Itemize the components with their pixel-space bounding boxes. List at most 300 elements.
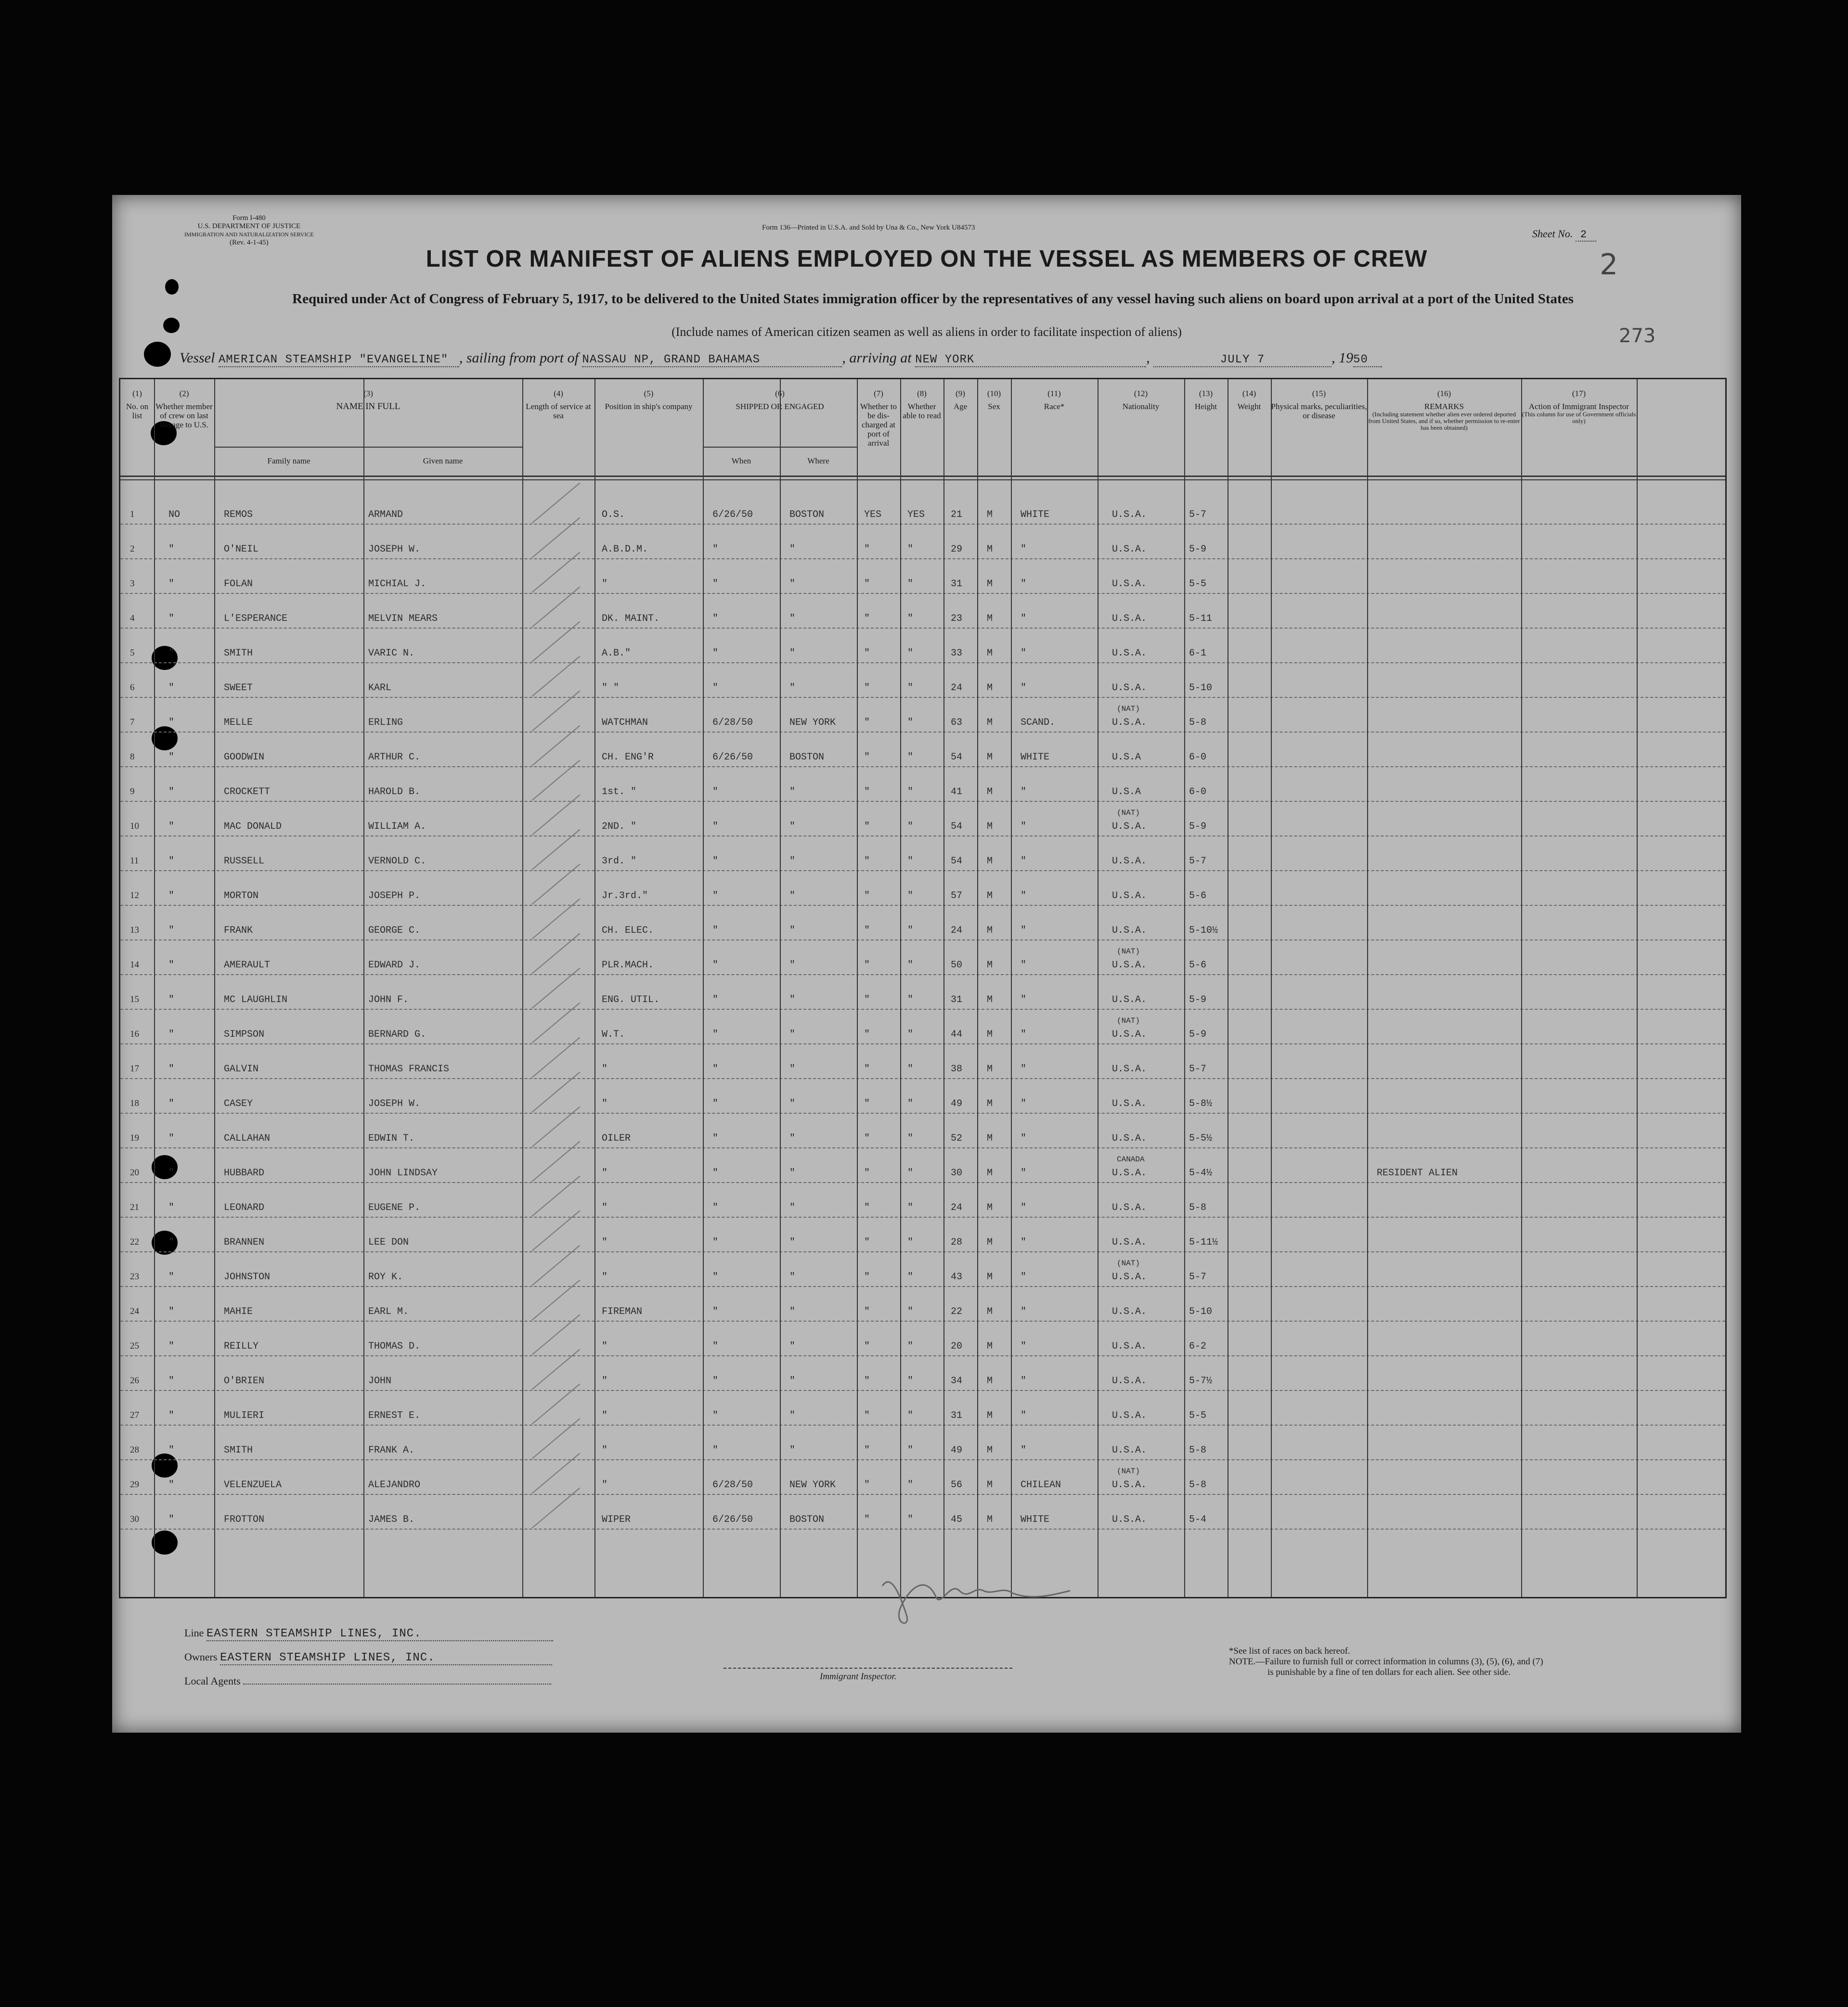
cell-height: 5-7 xyxy=(1189,1064,1207,1075)
cell-height: 5-4½ xyxy=(1189,1168,1213,1179)
cell-height: 5-8 xyxy=(1189,1202,1207,1213)
cell-prev: " xyxy=(168,1098,175,1109)
cell-sex: M xyxy=(987,544,993,555)
cell-no: 22 xyxy=(130,1237,139,1247)
cell-nat: U.S.A. xyxy=(1112,1168,1147,1179)
cell-family: CALLAHAN xyxy=(224,1133,271,1144)
cell-given: FRANK A. xyxy=(368,1445,415,1456)
cell-given: HAROLD B. xyxy=(368,786,421,798)
cell-when: " xyxy=(712,1306,719,1317)
cell-where: " xyxy=(789,1341,796,1352)
handwritten-page-mark: 273 xyxy=(1619,325,1656,347)
cell-height: 5-8 xyxy=(1189,1480,1207,1491)
cell-when: " xyxy=(712,890,719,901)
cell-age: 43 xyxy=(951,1272,963,1283)
cell-race: " xyxy=(1021,1306,1027,1317)
header-remarks: (16) REMARKS (Including statement whether alien ever ordered deported from United States, and if so, whether permission to re-enter has been obtained) xyxy=(1368,389,1520,431)
cell-family: FRANK xyxy=(224,925,253,936)
footer-owners: Owners EASTERN STEAMSHIP LINES, INC. xyxy=(184,1651,552,1665)
cell-dis: " xyxy=(864,544,870,555)
cell-when: 6/28/50 xyxy=(712,1480,753,1491)
cell-dis: " xyxy=(864,1306,870,1317)
cell-when: " xyxy=(712,1098,719,1109)
cell-race: CHILEAN xyxy=(1021,1480,1061,1491)
cell-age: 63 xyxy=(951,717,963,728)
cell-dis: " xyxy=(864,1410,870,1421)
arrival-year: 50 xyxy=(1353,353,1368,366)
cell-no: 9 xyxy=(130,786,135,797)
cell-read: YES xyxy=(907,509,925,520)
cell-where: " xyxy=(789,1098,796,1109)
cell-pos: 1st. " xyxy=(602,786,637,798)
cell-where: " xyxy=(789,925,796,936)
cell-no: 4 xyxy=(130,613,135,623)
cell-nat: U.S.A. xyxy=(1112,509,1147,520)
cell-family: AMERAULT xyxy=(224,960,271,971)
cell-height: 5-7 xyxy=(1189,509,1207,520)
cell-when: " xyxy=(712,613,719,624)
cell-given: GEORGE C. xyxy=(368,925,421,936)
cell-dis: " xyxy=(864,1480,870,1491)
cell-height: 5-11½ xyxy=(1189,1237,1218,1248)
cell-nat: U.S.A. xyxy=(1112,925,1147,936)
cell-age: 38 xyxy=(951,1064,963,1075)
cell-age: 49 xyxy=(951,1098,963,1109)
cell-family: MULIERI xyxy=(224,1410,265,1421)
cell-dis: " xyxy=(864,717,870,728)
cell-race: SCAND. xyxy=(1021,717,1056,728)
cell-height: 5-5 xyxy=(1189,1410,1207,1421)
cell-dis: " xyxy=(864,1168,870,1179)
cell-no: 28 xyxy=(130,1445,139,1455)
cell-sex: M xyxy=(987,925,993,936)
cell-dis: " xyxy=(864,1341,870,1352)
cell-race: " xyxy=(1021,1341,1027,1352)
cell-height: 5-9 xyxy=(1189,994,1207,1005)
cell-nat-note: (NAT) xyxy=(1117,705,1140,713)
cell-when: " xyxy=(712,1029,719,1040)
header-action: (17) Action of Immigrant Inspector (This column for use of Government officials only) xyxy=(1522,389,1636,425)
cell-race: " xyxy=(1021,786,1027,798)
cell-nat: U.S.A. xyxy=(1112,890,1147,901)
voyage-line: Vessel AMERICAN STEAMSHIP "EVANGELINE" , sailing from port of NASSAU NP, GRAND BAHAMAS , arriving at NEW YORK , JULY 7 , 1950 xyxy=(180,350,1382,367)
cell-pos: " xyxy=(602,1064,608,1075)
cell-where: " xyxy=(789,1029,796,1040)
cell-where: " xyxy=(789,544,796,555)
cell-read: " xyxy=(907,1133,914,1144)
cell-given: JOSEPH P. xyxy=(368,890,421,901)
cell-dis: " xyxy=(864,1272,870,1283)
cell-when: " xyxy=(712,1376,719,1387)
cell-given: JOHN LINDSAY xyxy=(368,1168,438,1179)
cell-read: " xyxy=(907,613,914,624)
cell-race: " xyxy=(1021,821,1027,832)
cell-sex: M xyxy=(987,1237,993,1248)
cell-prev: " xyxy=(168,1376,175,1387)
cell-when: " xyxy=(712,1133,719,1144)
cell-given: ALEJANDRO xyxy=(368,1480,421,1491)
cell-pos: " xyxy=(602,1237,608,1248)
printer-line: Form 136—Printed in U.S.A. and Sold by Una & Co., New York U84573 xyxy=(762,224,975,232)
cell-family: SMITH xyxy=(224,648,253,659)
cell-dis: " xyxy=(864,1064,870,1075)
cell-family: CASEY xyxy=(224,1098,253,1109)
cell-dis: YES xyxy=(864,509,882,520)
header-race: (11) Race* xyxy=(1044,389,1065,411)
cell-family: MC LAUGHLIN xyxy=(224,994,288,1005)
cell-height: 6-0 xyxy=(1189,786,1207,798)
cell-prev: " xyxy=(168,1480,175,1491)
cell-given: ERLING xyxy=(368,717,403,728)
cell-age: 56 xyxy=(951,1480,963,1491)
binder-hole xyxy=(165,279,179,295)
sheet-number: Sheet No. 2 xyxy=(1532,228,1596,241)
cell-height: 5-6 xyxy=(1189,890,1207,901)
cell-where: " xyxy=(789,1202,796,1213)
cell-height: 5-7 xyxy=(1189,856,1207,867)
cell-dis: " xyxy=(864,648,870,659)
cell-no: 27 xyxy=(130,1410,139,1420)
cell-height: 6-2 xyxy=(1189,1341,1207,1352)
cell-where: BOSTON xyxy=(789,1514,825,1525)
cell-pos: ENG. UTIL. xyxy=(602,994,660,1005)
cell-when: " xyxy=(712,1445,719,1456)
cell-race: " xyxy=(1021,1272,1027,1283)
cell-family: SWEET xyxy=(224,682,253,694)
cell-sex: M xyxy=(987,1133,993,1144)
cell-nat: U.S.A. xyxy=(1112,717,1147,728)
cell-read: " xyxy=(907,1410,914,1421)
cell-no: 18 xyxy=(130,1098,139,1108)
cell-height: 5-5½ xyxy=(1189,1133,1213,1144)
cell-nat-note: (NAT) xyxy=(1117,1016,1140,1025)
cell-read: " xyxy=(907,821,914,832)
cell-race: " xyxy=(1021,1445,1027,1456)
cell-age: 24 xyxy=(951,682,963,694)
cell-sex: M xyxy=(987,1202,993,1213)
cell-prev: " xyxy=(168,1064,175,1075)
cell-where: " xyxy=(789,1445,796,1456)
cell-pos: CH. ELEC. xyxy=(602,925,654,936)
header-no: (1) No. on list xyxy=(126,389,149,420)
cell-nat: U.S.A. xyxy=(1112,1410,1147,1421)
cell-height: 5-5 xyxy=(1189,579,1207,590)
cell-family: FOLAN xyxy=(224,579,253,590)
cell-age: 31 xyxy=(951,994,963,1005)
cell-sex: M xyxy=(987,786,993,798)
cell-family: BRANNEN xyxy=(224,1237,265,1248)
cell-where: " xyxy=(789,1272,796,1283)
cell-race: " xyxy=(1021,1202,1027,1213)
cell-where: NEW YORK xyxy=(789,1480,836,1491)
cell-prev: " xyxy=(168,786,175,798)
cell-nat: U.S.A. xyxy=(1112,1064,1147,1075)
cell-age: 49 xyxy=(951,1445,963,1456)
cell-given: KARL xyxy=(368,682,392,694)
cell-pos: WATCHMAN xyxy=(602,717,648,728)
cell-family: MORTON xyxy=(224,890,259,901)
cell-sex: M xyxy=(987,1272,993,1283)
cell-age: 44 xyxy=(951,1029,963,1040)
cell-given: THOMAS FRANCIS xyxy=(368,1064,450,1075)
cell-no: 3 xyxy=(130,579,135,589)
cell-pos: 3rd. " xyxy=(602,856,637,867)
cell-family: HUBBARD xyxy=(224,1168,265,1179)
cell-dis: " xyxy=(864,1376,870,1387)
cell-dis: " xyxy=(864,786,870,798)
cell-nat-note: CANADA xyxy=(1117,1155,1145,1164)
cell-race: " xyxy=(1021,1376,1027,1387)
cell-dis: " xyxy=(864,1445,870,1456)
cell-sex: M xyxy=(987,717,993,728)
cell-race: " xyxy=(1021,1064,1027,1075)
cell-no: 8 xyxy=(130,752,135,762)
cell-when: " xyxy=(712,960,719,971)
cell-no: 26 xyxy=(130,1376,139,1386)
handwritten-sheet-mark: 2 xyxy=(1600,248,1618,282)
cell-family: JOHNSTON xyxy=(224,1272,271,1283)
cell-sex: M xyxy=(987,1376,993,1387)
cell-sex: M xyxy=(987,1445,993,1456)
cell-given: ERNEST E. xyxy=(368,1410,421,1421)
cell-height: 6-0 xyxy=(1189,752,1207,763)
cell-age: 24 xyxy=(951,1202,963,1213)
cell-nat: U.S.A. xyxy=(1112,1098,1147,1109)
cell-nat: U.S.A. xyxy=(1112,579,1147,590)
cell-pos: W.T. xyxy=(602,1029,625,1040)
cell-nat: U.S.A. xyxy=(1112,1202,1147,1213)
cell-pos: " xyxy=(602,1098,608,1109)
cell-dis: " xyxy=(864,1202,870,1213)
cell-read: " xyxy=(907,1168,914,1179)
cell-no: 14 xyxy=(130,960,139,970)
cell-when: " xyxy=(712,579,719,590)
port-to: NEW YORK xyxy=(915,353,975,366)
cell-prev: " xyxy=(168,925,175,936)
cell-height: 5-10½ xyxy=(1189,925,1218,936)
cell-age: 29 xyxy=(951,544,963,555)
cell-when: " xyxy=(712,1237,719,1248)
cell-where: " xyxy=(789,1133,796,1144)
header-height: (13) Height xyxy=(1194,389,1217,411)
header-sex: (10) Sex xyxy=(987,389,1001,411)
header-length-service: (4) Length of service at sea xyxy=(526,389,591,420)
footer-line: Line EASTERN STEAMSHIP LINES, INC. xyxy=(184,1627,553,1641)
cell-age: 31 xyxy=(951,1410,963,1421)
header-family-name: Family name xyxy=(267,456,310,465)
cell-family: LEONARD xyxy=(224,1202,265,1213)
cell-family: REILLY xyxy=(224,1341,259,1352)
cell-read: " xyxy=(907,960,914,971)
cell-family: O'NEIL xyxy=(224,544,259,555)
cell-pos: FIREMAN xyxy=(602,1306,643,1317)
cell-read: " xyxy=(907,1514,914,1525)
cell-given: EARL M. xyxy=(368,1306,409,1317)
cell-when: 6/28/50 xyxy=(712,717,753,728)
cell-race: " xyxy=(1021,1133,1027,1144)
cell-sex: M xyxy=(987,821,993,832)
cell-given: VERNOLD C. xyxy=(368,856,426,867)
cell-where: " xyxy=(789,648,796,659)
cell-height: 5-10 xyxy=(1189,682,1213,694)
cell-sex: M xyxy=(987,682,993,694)
cell-nat: U.S.A. xyxy=(1112,994,1147,1005)
cell-race: " xyxy=(1021,1410,1027,1421)
cell-given: ARTHUR C. xyxy=(368,752,421,763)
cell-when: 6/26/50 xyxy=(712,752,753,763)
cell-prev: " xyxy=(168,1445,175,1456)
cell-family: O'BRIEN xyxy=(224,1376,265,1387)
cell-pos: " " xyxy=(602,682,620,694)
cell-when: " xyxy=(712,856,719,867)
cell-no: 2 xyxy=(130,544,135,554)
header-name: (3) NAME IN FULL xyxy=(336,389,401,412)
cell-dis: " xyxy=(864,890,870,901)
cell-sex: M xyxy=(987,752,993,763)
cell-where: " xyxy=(789,1410,796,1421)
cell-given: THOMAS D. xyxy=(368,1341,421,1352)
cell-age: 45 xyxy=(951,1514,963,1525)
cell-given: MICHIAL J. xyxy=(368,579,426,590)
cell-family: MAC DONALD xyxy=(224,821,282,832)
cell-where: " xyxy=(789,613,796,624)
cell-pos: A.B.D.M. xyxy=(602,544,648,555)
cell-age: 50 xyxy=(951,960,963,971)
cell-given: ARMAND xyxy=(368,509,403,520)
cell-pos: OILER xyxy=(602,1133,631,1144)
cell-height: 6-1 xyxy=(1189,648,1207,659)
cell-given: WILLIAM A. xyxy=(368,821,426,832)
cell-where: BOSTON xyxy=(789,752,825,763)
cell-nat: U.S.A. xyxy=(1112,1306,1147,1317)
cell-no: 6 xyxy=(130,682,135,693)
cell-read: " xyxy=(907,1341,914,1352)
binder-hole xyxy=(144,342,171,367)
cell-prev: " xyxy=(168,1341,175,1352)
cell-no: 11 xyxy=(130,856,139,866)
cell-age: 34 xyxy=(951,1376,963,1387)
cell-read: " xyxy=(907,1445,914,1456)
arrival-date: JULY 7 xyxy=(1220,353,1265,366)
cell-family: GOODWIN xyxy=(224,752,265,763)
cell-read: " xyxy=(907,1029,914,1040)
cell-when: " xyxy=(712,925,719,936)
cell-height: 5-9 xyxy=(1189,821,1207,832)
cell-nat-note: (NAT) xyxy=(1117,947,1140,956)
cell-read: " xyxy=(907,1237,914,1248)
cell-no: 1 xyxy=(130,509,135,519)
cell-where: BOSTON xyxy=(789,509,825,520)
cell-prev: " xyxy=(168,717,175,728)
cell-no: 17 xyxy=(130,1064,139,1074)
cell-race: " xyxy=(1021,1168,1027,1179)
cell-nat: U.S.A. xyxy=(1112,821,1147,832)
cell-age: 23 xyxy=(951,613,963,624)
header-physical-marks: (15) Physical marks, peculiarities, or disease xyxy=(1271,389,1367,420)
cell-nat: U.S.A. xyxy=(1112,1133,1147,1144)
cell-read: " xyxy=(907,1098,914,1109)
cell-prev: " xyxy=(168,1237,175,1248)
cell-dis: " xyxy=(864,1098,870,1109)
cell-height: 5-7½ xyxy=(1189,1376,1213,1387)
cell-dis: " xyxy=(864,1514,870,1525)
cell-race: " xyxy=(1021,1098,1027,1109)
cell-race: WHITE xyxy=(1021,509,1050,520)
cell-when: " xyxy=(712,1168,719,1179)
cell-sex: M xyxy=(987,1480,993,1491)
cell-age: 24 xyxy=(951,925,963,936)
cell-height: 5-8 xyxy=(1189,1445,1207,1456)
cell-sex: M xyxy=(987,579,993,590)
cell-read: " xyxy=(907,1202,914,1213)
cell-when: " xyxy=(712,1272,719,1283)
cell-age: 30 xyxy=(951,1168,963,1179)
service-slash-mark xyxy=(531,483,580,524)
cell-given: BERNARD G. xyxy=(368,1029,426,1040)
cell-height: 5-9 xyxy=(1189,544,1207,555)
cell-read: " xyxy=(907,786,914,798)
cell-no: 24 xyxy=(130,1306,139,1316)
header-when: When xyxy=(731,456,751,465)
cell-read: " xyxy=(907,544,914,555)
cell-prev: " xyxy=(168,856,175,867)
cell-given: JOSEPH W. xyxy=(368,544,421,555)
cell-pos: " xyxy=(602,1272,608,1283)
cell-prev: " xyxy=(168,1272,175,1283)
cell-pos: CH. ENG'R xyxy=(602,752,654,763)
cell-pos: Jr.3rd." xyxy=(602,890,648,901)
cell-dis: " xyxy=(864,821,870,832)
cell-read: " xyxy=(907,682,914,694)
cell-nat-note: (NAT) xyxy=(1117,1467,1140,1476)
cell-sex: M xyxy=(987,648,993,659)
cell-nat: U.S.A. xyxy=(1112,682,1147,694)
cell-age: 28 xyxy=(951,1237,963,1248)
cell-dis: " xyxy=(864,1133,870,1144)
cell-race: WHITE xyxy=(1021,752,1050,763)
cell-nat: U.S.A. xyxy=(1112,1445,1147,1456)
cell-no: 19 xyxy=(130,1133,139,1143)
cell-when: " xyxy=(712,648,719,659)
port-from: NASSAU NP, GRAND BAHAMAS xyxy=(582,353,761,366)
cell-no: 7 xyxy=(130,717,135,727)
cell-race: " xyxy=(1021,1237,1027,1248)
cell-given: EUGENE P. xyxy=(368,1202,421,1213)
cell-race: " xyxy=(1021,960,1027,971)
cell-pos: DK. MAINT. xyxy=(602,613,660,624)
cell-sex: M xyxy=(987,1098,993,1109)
manifest-sheet xyxy=(112,195,1741,1733)
cell-race: " xyxy=(1021,613,1027,624)
cell-sex: M xyxy=(987,856,993,867)
cell-no: 23 xyxy=(130,1272,139,1282)
cell-prev: " xyxy=(168,1029,175,1040)
cell-prev: " xyxy=(168,682,175,694)
cell-height: 5-7 xyxy=(1189,1272,1207,1283)
cell-when: " xyxy=(712,1410,719,1421)
cell-family: SIMPSON xyxy=(224,1029,265,1040)
cell-pos: 2ND. " xyxy=(602,821,637,832)
cell-pos: " xyxy=(602,1341,608,1352)
cell-sex: M xyxy=(987,890,993,901)
header-position: (5) Position in ship's company xyxy=(605,389,693,411)
cell-age: 41 xyxy=(951,786,963,798)
cell-given: LEE DON xyxy=(368,1237,409,1248)
cell-nat: U.S.A. xyxy=(1112,960,1147,971)
cell-dis: " xyxy=(864,994,870,1005)
inspector-signature xyxy=(873,1557,1075,1634)
cell-read: " xyxy=(907,856,914,867)
